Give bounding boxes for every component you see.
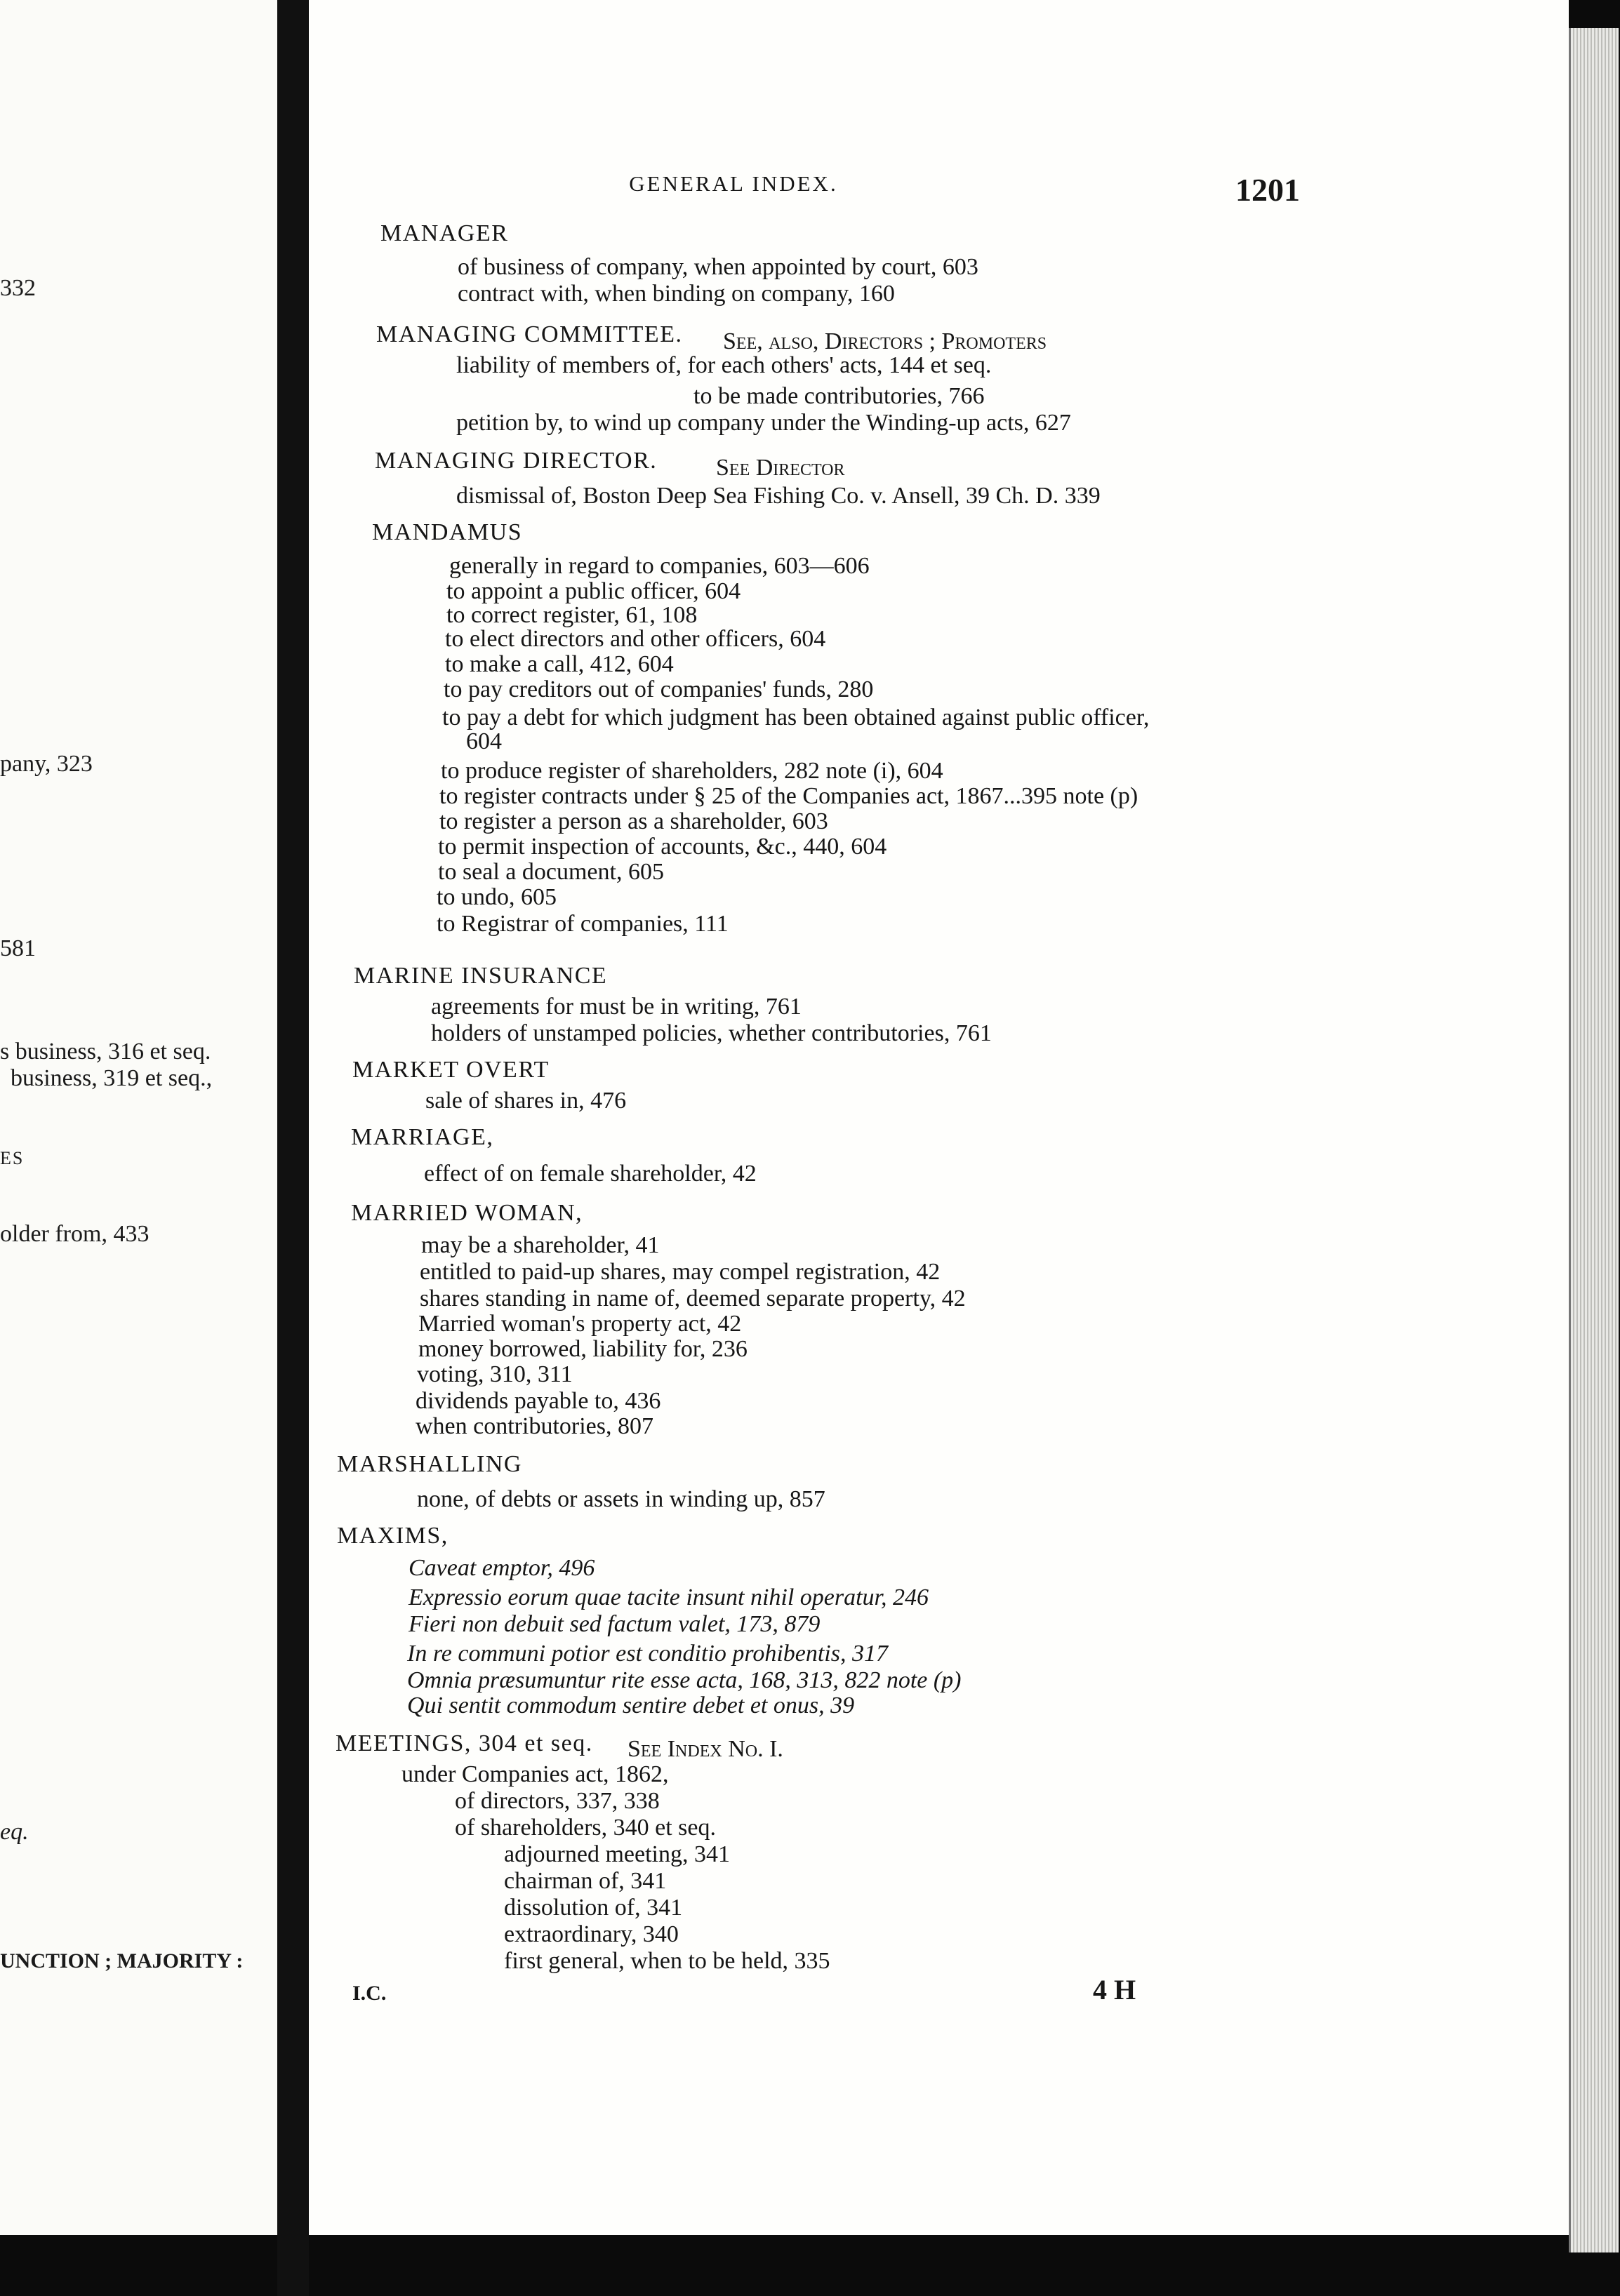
index-heading: MANAGER xyxy=(380,220,509,246)
index-line: of shareholders, 340 et seq. xyxy=(455,1815,717,1841)
index-line: to elect directors and other officers, 604 xyxy=(445,626,826,652)
index-line: agreements for must be in writing, 761 xyxy=(431,994,802,1020)
index-line: effect of on female shareholder, 42 xyxy=(424,1161,757,1187)
index-line: when contributories, 807 xyxy=(416,1413,653,1439)
signature-mark-left: I.C. xyxy=(352,1982,387,2005)
index-line: to undo, 605 xyxy=(437,884,557,910)
index-line: Qui sentit commodum sentire debet et onus, 39 xyxy=(407,1693,855,1718)
index-line: dividends payable to, 436 xyxy=(416,1388,661,1414)
page-edge-shadow xyxy=(1569,0,1620,28)
index-line: Married woman's property act, 42 xyxy=(418,1311,742,1337)
index-line: to make a call, 412, 604 xyxy=(445,651,674,677)
index-line: to register a person as a shareholder, 603 xyxy=(439,808,828,834)
index-line: of business of company, when appointed by court, 603 xyxy=(458,254,978,280)
left-fragment: UNCTION ; MAJORITY : xyxy=(0,1949,244,1973)
index-line: under Companies act, 1862, xyxy=(401,1761,669,1787)
cross-reference: See Index No. I. xyxy=(628,1736,783,1762)
index-line: sale of shares in, 476 xyxy=(425,1088,627,1114)
index-heading: MARRIED WOMAN, xyxy=(351,1200,583,1226)
index-heading: MANAGING COMMITTEE. xyxy=(376,321,683,347)
page-block-edge xyxy=(1569,28,1619,2252)
left-fragment: eq. xyxy=(0,1819,29,1845)
index-line: entitled to paid-up shares, may compel registration, 42 xyxy=(420,1259,941,1285)
index-heading: MARSHALLING xyxy=(337,1451,522,1477)
index-heading: MARINE INSURANCE xyxy=(354,963,608,989)
index-line: dissolution of, 341 xyxy=(504,1895,683,1921)
index-line: to pay creditors out of companies' funds, 280 xyxy=(444,676,874,702)
index-line: to correct register, 61, 108 xyxy=(446,602,698,628)
left-facing-page xyxy=(0,0,277,2235)
left-fragment: business, 319 et seq., xyxy=(11,1065,213,1091)
cross-reference: See Director xyxy=(716,455,845,481)
page-number: 1201 xyxy=(1235,172,1300,208)
index-line: to pay a debt for which judgment has been obtained against public officer, xyxy=(442,705,1150,730)
index-heading: MANAGING DIRECTOR. xyxy=(375,448,658,474)
index-heading: MAXIMS, xyxy=(337,1523,449,1549)
left-fragment: ES xyxy=(0,1148,25,1168)
cross-reference: See, also, Directors ; Promoters xyxy=(723,328,1047,354)
index-line: to register contracts under § 25 of the Companies act, 1867...395 note (p) xyxy=(439,783,1138,809)
index-line: to be made contributories, 766 xyxy=(693,383,985,409)
index-line: money borrowed, liability for, 236 xyxy=(418,1336,748,1362)
index-line: extraordinary, 340 xyxy=(504,1921,679,1947)
index-line: Expressio eorum quae tacite insunt nihil operatur, 246 xyxy=(409,1584,929,1610)
index-line: holders of unstamped policies, whether contributories, 761 xyxy=(431,1020,992,1046)
left-fragment: 332 xyxy=(0,275,36,301)
index-line: may be a shareholder, 41 xyxy=(421,1232,660,1258)
index-line: chairman of, 341 xyxy=(504,1868,667,1894)
index-line: first general, when to be held, 335 xyxy=(504,1948,830,1974)
index-line: to produce register of shareholders, 282 note (i), 604 xyxy=(441,758,943,784)
index-line: contract with, when binding on company, 160 xyxy=(458,281,895,307)
running-head: GENERAL INDEX. xyxy=(629,171,838,196)
index-line: Omnia præsumuntur rite esse acta, 168, 313, 822 note (p) xyxy=(407,1667,962,1693)
index-heading: MANDAMUS xyxy=(372,519,523,545)
index-heading: MARRIAGE, xyxy=(351,1124,494,1150)
index-line: none, of debts or assets in winding up, 857 xyxy=(417,1486,825,1512)
index-line: of directors, 337, 338 xyxy=(455,1788,660,1814)
index-line: to permit inspection of accounts, &c., 440, 604 xyxy=(438,834,887,860)
left-fragment: older from, 433 xyxy=(0,1221,150,1247)
index-line: Fieri non debuit sed factum valet, 173, 879 xyxy=(409,1611,821,1637)
index-line: dismissal of, Boston Deep Sea Fishing Co. v. Ansell, 39 Ch. D. 339 xyxy=(456,483,1101,509)
index-line: generally in regard to companies, 603—606 xyxy=(449,553,870,579)
index-line: adjourned meeting, 341 xyxy=(504,1841,730,1867)
index-line: to Registrar of companies, 111 xyxy=(437,911,729,937)
left-fragment: 581 xyxy=(0,935,36,961)
index-line: to appoint a public officer, 604 xyxy=(446,578,741,604)
index-heading: MEETINGS, 304 et seq. xyxy=(336,1730,593,1756)
index-line: to seal a document, 605 xyxy=(438,859,664,885)
index-line: voting, 310, 311 xyxy=(417,1361,573,1387)
left-fragment: s business, 316 et seq. xyxy=(0,1039,211,1064)
signature-mark-right: 4 H xyxy=(1093,1974,1136,2005)
book-gutter xyxy=(277,0,309,2296)
index-line: petition by, to wind up company under the Winding-up acts, 627 xyxy=(456,410,1071,436)
left-fragment: pany, 323 xyxy=(0,751,93,777)
index-heading: MARKET OVERT xyxy=(352,1057,550,1083)
index-line: shares standing in name of, deemed separate property, 42 xyxy=(420,1286,966,1311)
index-line: liability of members of, for each others' acts, 144 et seq. xyxy=(456,352,992,378)
index-line: 604 xyxy=(466,728,502,754)
index-line: In re communi potior est conditio prohibentis, 317 xyxy=(407,1641,888,1667)
index-line: Caveat emptor, 496 xyxy=(409,1555,595,1581)
